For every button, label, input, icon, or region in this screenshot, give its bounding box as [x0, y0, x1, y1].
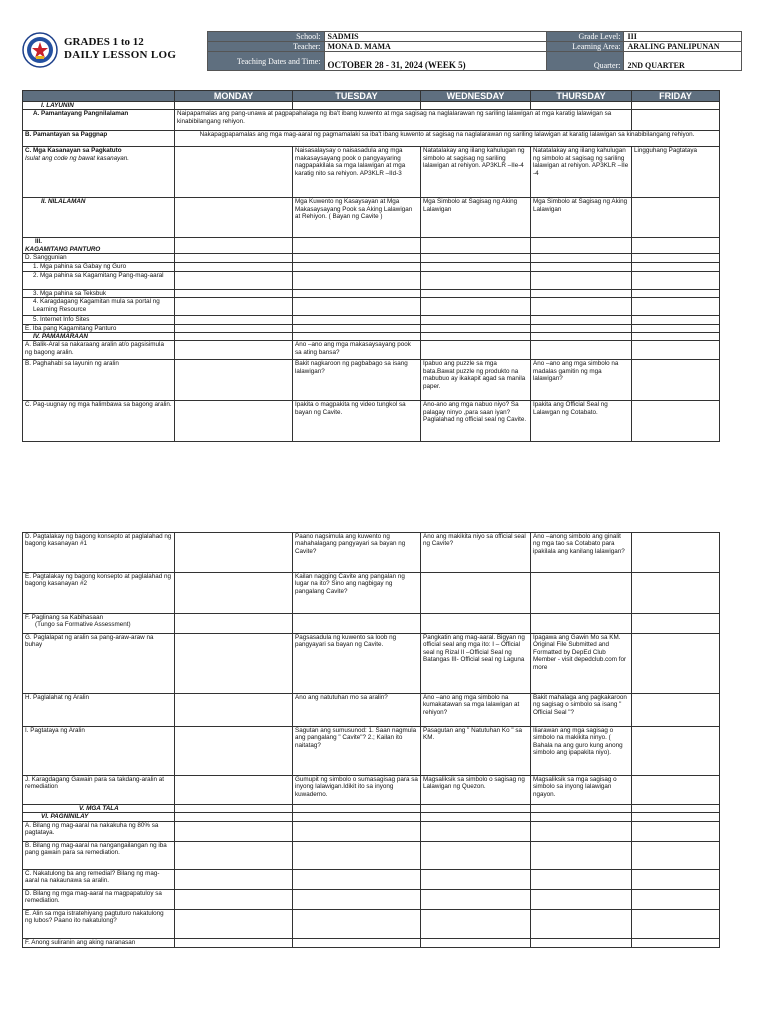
kasanayan-thu: Natatalakay ang iilang kahulugan ng simbolo at sagisag ng sariling lalawigan at rehiyon. AP3KLR –IIe -4 [531, 147, 632, 198]
area-value: ARALING PANLIPUNAN [624, 42, 742, 52]
kasanayan-fri: Lingguhang Pagtataya [632, 147, 720, 198]
kagamitan-cell [23, 238, 175, 254]
col-thursday: THURSDAY [531, 91, 632, 102]
kagamitan-pang-label: 2. Mga pahina sa Kagamitang Pang-mag-aaral [23, 271, 175, 289]
paglalapat-thu: Ipagawa ang Gawin Mo sa KM. Original File Submitted and Formatted by DepEd Club Member - visit depedclub.com for more [531, 634, 632, 694]
pangnilalaman-text: Naipapamalas ang pang-unawa at pagpapahalaga ng iba't ibang kuwento at mga sagisag na naglalarawan ng sariling lalawigan at mga karatig lalawigan sa kinabibilangang rehiyon. [175, 110, 632, 131]
paglalahat-label: H. Paglalahat ng Aralin [23, 694, 175, 727]
kasanayan-cell [23, 147, 175, 198]
sanggunian-label: D. Sanggunian [23, 254, 175, 262]
dates-label: Teaching Dates and Time: [208, 52, 325, 71]
school-info-table [207, 31, 742, 71]
kasanayan-sub: Isulat ang code ng bawat kasanayan. [25, 154, 129, 162]
konsepto2-tue: Kailan nagging Cavite ang pangalan ng lugar na ito? Sino ang nagbigay ng pangalang Cavite? [293, 573, 421, 614]
konsepto1-wed: Ano ang makikita niyo sa official seal ng Cavite? [421, 533, 531, 573]
pagtataya-wed: Pasagutan ang " Natutuhan Ko " sa KM. [421, 727, 531, 776]
kabihasaan-label: F. Paglinang sa Kabihasaan [25, 614, 104, 621]
dates-value: OCTOBER 28 - 31, 2024 (WEEK 5) [324, 52, 547, 71]
paghahabi-tue: Bakit nagkaroon ng pagbabago sa isang lalawigan? [293, 360, 421, 401]
reflection-c: C. Nakatulong ba ang remedial? Bilang ng mag-aaral na nakaunawa sa aralin. [23, 869, 175, 889]
paghahabi-thu: Ano –ano ang mga simbolo na madalas gamitin ng mga lalawigan? [531, 360, 632, 401]
col-monday: MONDAY [175, 91, 293, 102]
paglalapat-wed: Pangkatin ang mag-aaral. Bigyan ng official seal ang mga ito: I – Official seal ng Rizal II –Official Seal ng Batangas III- Official seal ng Laguna [421, 634, 531, 694]
teksbuk-label: 3. Mga pahina sa Teksbuk [23, 289, 175, 297]
pagganap-label: B. Pamantayan sa Paggnap [23, 131, 175, 147]
karagdagang-label [23, 298, 175, 316]
konsepto2-label: E. Pagtalakay ng bagong konsepto at paglalahad ng bagong kasanayan #2 [23, 573, 175, 614]
reflection-d: D. Bilang ng mga mag-aaral na magpapatuloy sa remediation. [23, 889, 175, 909]
log-header [22, 31, 742, 72]
pag-uugnay-label: C. Pag-uugnay ng mga halimbawa sa bagong aralin. [23, 401, 175, 442]
kagamitan-num: III. [35, 238, 42, 246]
gabay-label: 1. Mga pahina sa Gabay ng Guro [23, 262, 175, 271]
col-tuesday: TUESDAY [293, 91, 421, 102]
kagamitan-label: KAGAMITANG PANTURO [25, 245, 101, 253]
kasanayan-tue: Naisasalaysay o naisasadula ang mga makasaysayang pook o pangyayaring nagpapakilala sa mga lalawigan at mga karatig nito sa rehiyon. AP3KLR –IId-3 [293, 147, 421, 198]
nilalaman-label: II. NILALAMAN [23, 198, 175, 238]
grade-value: III [624, 32, 742, 42]
reflection-b: B. Bilang ng mag-aaral na nangangailangan ng iba pang gawain para sa remediation. [23, 841, 175, 869]
remediation-label: J. Karagdagang Gawain para sa takdang-aralin at remediation [23, 776, 175, 805]
quarter-value: 2ND QUARTER [624, 52, 742, 71]
pagtataya-tue: Sagutan ang sumusunod: 1. Saan nagmula ang pangalang " Cavite"? 2.; Kailan ito naitatag? [293, 727, 421, 776]
internet-label: 5. Internet Info Sites [23, 316, 175, 324]
log-title [64, 36, 176, 62]
quarter-label: Quarter: [547, 52, 624, 71]
paglalahat-tue: Ano ang natutuhan mo sa aralin? [293, 694, 421, 727]
remediation-thu: Magsaliksik sa mga sagisag o simbolo sa inyong lalawigan ngayon. [531, 776, 632, 805]
remediation-tue: Gumupit ng simbolo o sumasagisag para sa inyong lalawigan.Idikit ito sa inyong kuwaderno. [293, 776, 421, 805]
paghahabi-label: B. Paghahabi sa layunin ng aralin [23, 360, 175, 401]
nilalaman-tue: Mga Kuwento ng Kasaysayan at Mga Makasaysayang Pook sa Aking Lalawigan at Rehiyon. ( Bayan ng Cavite ) [293, 198, 421, 238]
remediation-wed: Magsaliksik sa simbolo o sagisag ng Lalawigan ng Quezon. [421, 776, 531, 805]
nilalaman-thu: Mga Simbolo at Sagisag ng Aking Lalawigan [531, 198, 632, 238]
reflection-f: F. Anong suliranin ang aking naranasan [23, 938, 175, 947]
konsepto1-thu: Ano –anong simbolo ang ginalit ng mga tao sa Cotabato para ipakilala ang kanilang lalawigan? [531, 533, 632, 573]
balik-aral-tue: Ano –ano ang mga makasaysayang pook sa ating bansa? [293, 341, 421, 360]
pag-uugnay-tue: Ipakita o magpakita ng video tungkol sa bayan ng Cavite. [293, 401, 421, 442]
konsepto1-tue: Paano nagsimula ang kuwento ng mahahalagang pangyayari sa bayan ng Cavite? [293, 533, 421, 573]
pangnilalaman-label: A. Pamantayang Pangnilalaman [23, 110, 175, 131]
pag-uugnay-wed: Ano-ano ang mga nabuo niyo? Sa palagay ninyo ,para saan iyan? Paglalahad ng official seal ng Cavite. [421, 401, 531, 442]
mga-tala-heading: V. MGA TALA [23, 805, 175, 813]
nilalaman-wed: Mga Simbolo at Sagisag ng Aking Lalawigan [421, 198, 531, 238]
reflection-a: A. Bilang ng mag-aaral na nakakuha ng 80% sa pagtataya. [23, 821, 175, 841]
pag-uugnay-thu: Ipakita ang Official Seal ng Lalawgan ng Cotabato. [531, 401, 632, 442]
lesson-table-part-1 [22, 90, 720, 442]
teacher-label: Teacher: [208, 42, 325, 52]
layunin-heading: I. LAYUNIN [23, 102, 175, 110]
konsepto1-label: D. Pagtalakay ng bagong konsepto at paglalahad ng bagong kasanayan #1 [23, 533, 175, 573]
title-line-2: DAILY LESSON LOG [64, 49, 177, 61]
pagtataya-thu: Iliarawan ang mga sagisag o simbolo na makikita ninyo. ( Bahala na ang guro kung anong simbolo ang ipapakita niyo). [531, 727, 632, 776]
corner-header [23, 91, 175, 102]
col-wednesday: WEDNESDAY [421, 91, 531, 102]
paglalahat-wed: Ano –ano ang mga simbolo na kumakatawan sa mga lalawigan at rehiyon? [421, 694, 531, 727]
pagtataya-label: I. Pagtataya ng Aralin [23, 727, 175, 776]
school-label: School: [208, 32, 325, 42]
school-value: SADMIS [324, 32, 547, 42]
kasanayan-wed: Natatalakay ang iilang kahulugan ng simbolo at sagisag ng sariling lalawigan at rehiyon. AP3KLR –IIe-4 [421, 147, 531, 198]
area-label: Learning Area: [547, 42, 624, 52]
grade-label: Grade Level: [547, 32, 624, 42]
pamamaraan-heading: IV. PAMAMARAAN [23, 333, 175, 341]
paglalahat-thu: Bakit mahalaga ang pagkakaroon ng sagisag o simbolo sa isang " Official Seal "? [531, 694, 632, 727]
kasanayan-label: C. Mga Kasanayan sa Pagkatuto [25, 147, 122, 155]
deped-seal-icon [22, 32, 58, 68]
title-line-1: GRADES 1 to 12 [64, 36, 144, 48]
paglalapat-tue: Pagsasadula ng kuwento sa loob ng pangyayari sa bayan ng Cavite. [293, 634, 421, 694]
kabihasaan-sub: (Tungo sa Formative Assessment) [35, 621, 131, 629]
iba-pang-label: E. Iba pang Kagamitang Panturo [23, 324, 175, 332]
paghahabi-wed: Ipabuo ang puzzle sa mga bata.Bawat puzzle ng produkto na mabubuo ay ikakapit agad sa manila paper. [421, 360, 531, 401]
balik-aral-label: A. Balik-Aral sa nakaraang aralin at/o pagsisimula ng bagong aralin. [23, 341, 175, 360]
pagninilay-heading: VI. PAGNINILAY [23, 813, 175, 821]
teacher-value: MONA D. MAMA [324, 42, 547, 52]
kabihasaan-cell [23, 614, 175, 634]
pagganap-text: Nakapagpapamalas ang mga mag-aaral ng pagmamalaki sa iba't ibang kuwento at sagisag na naglalarawan ng sariling lalawigan at karatig lalawigan sa kinabibilangang rehiyon. [175, 131, 720, 147]
reflection-e: E. Alin sa mga istratehiyang pagtuturo nakatulong ng lubos? Paano ito nakatulong? [23, 909, 175, 938]
col-friday: FRIDAY [632, 91, 720, 102]
karagdagang-text: 4. Karagdagang Kagamitan mula sa portal ng Learning Resource [33, 298, 160, 313]
paglalapat-label: G. Paglalapat ng aralin sa pang-araw-araw na buhay [23, 634, 175, 694]
lesson-table-part-2 [22, 532, 720, 948]
